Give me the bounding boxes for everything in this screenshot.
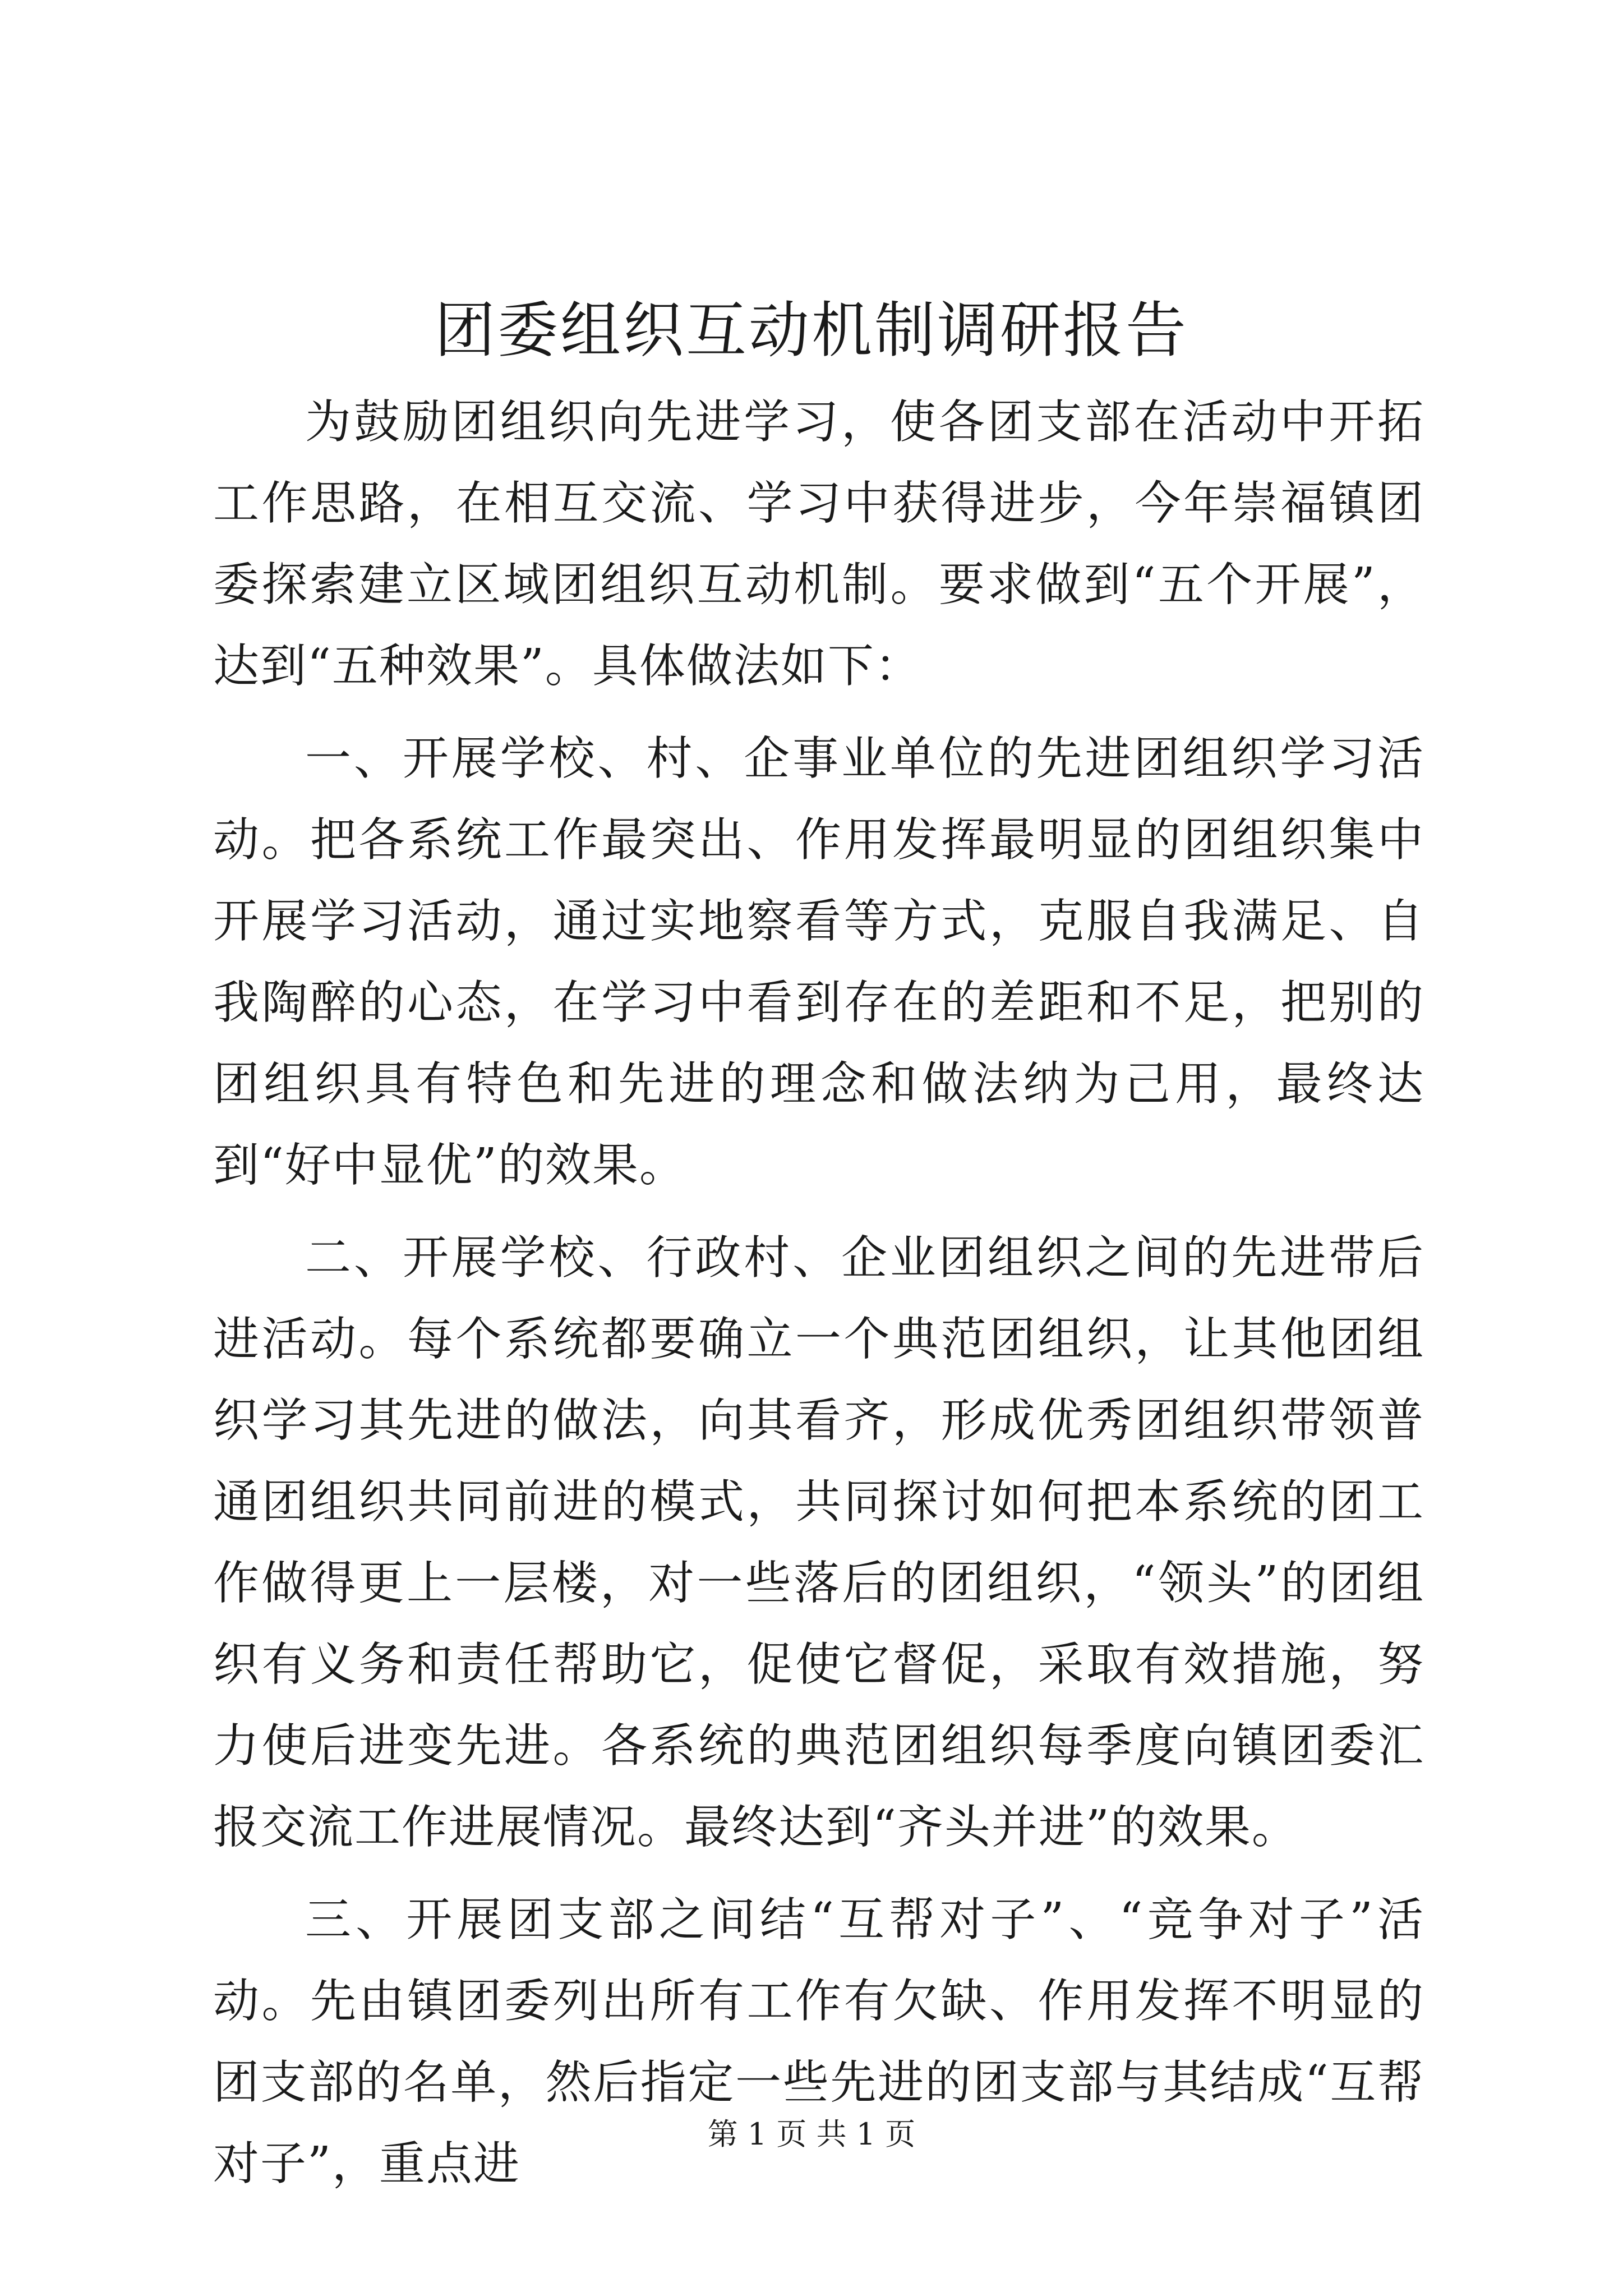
page-footer: 第 1 页 共 1 页 xyxy=(707,2116,916,2152)
document-title: 团委组织互动机制调研报告 xyxy=(434,296,1188,366)
paragraph-intro: 为鼓励团组织向先进学习，使各团支部在活动中开拓工作思路，在相互交流、学习中获得进步，今年崇福镇团委探索建立区域团组织互动机制。要求做到“五个开展”，达到“五种效果”。具体做法如下： xyxy=(213,395,1424,693)
paragraph-section-1: 一、开展学校、村、企事业单位的先进团组织学习活动。把各系统工作最突出、作用发挥最明显的团组织集中开展学习活动，通过实地察看等方式，克服自我满足、自我陶醉的心态，在学习中看到存在的差距和不足，把别的团组织具有特色和先进的理念和做法纳为己用，最终达到“好中显优”的效果。 xyxy=(213,732,1424,1192)
paragraph-section-2: 二、开展学校、行政村、企业团组织之间的先进带后进活动。每个系统都要确立一个典范团组织，让其他团组织学习其先进的做法，向其看齐，形成优秀团组织带领普通团组织共同前进的模式，共同探讨如何把本系统的团工作做得更上一层楼，对一些落后的团组织，“领头”的团组织有义务和责任帮助它，促使它督促，采取有效措施，努力使后进变先进。各系统的典范团组织每季度向镇团委汇报交流工作进展情况。最终达到“齐头并进”的效果。 xyxy=(213,1231,1424,1854)
paragraph-section-3: 三、开展团支部之间结“互帮对子”、“竞争对子”活动。先由镇团委列出所有工作有欠缺、作用发挥不明显的团支部的名单，然后指定一些先进的团支部与其结成“互帮对子”，重点进 xyxy=(213,1893,1424,2191)
document-body xyxy=(213,381,1424,2205)
